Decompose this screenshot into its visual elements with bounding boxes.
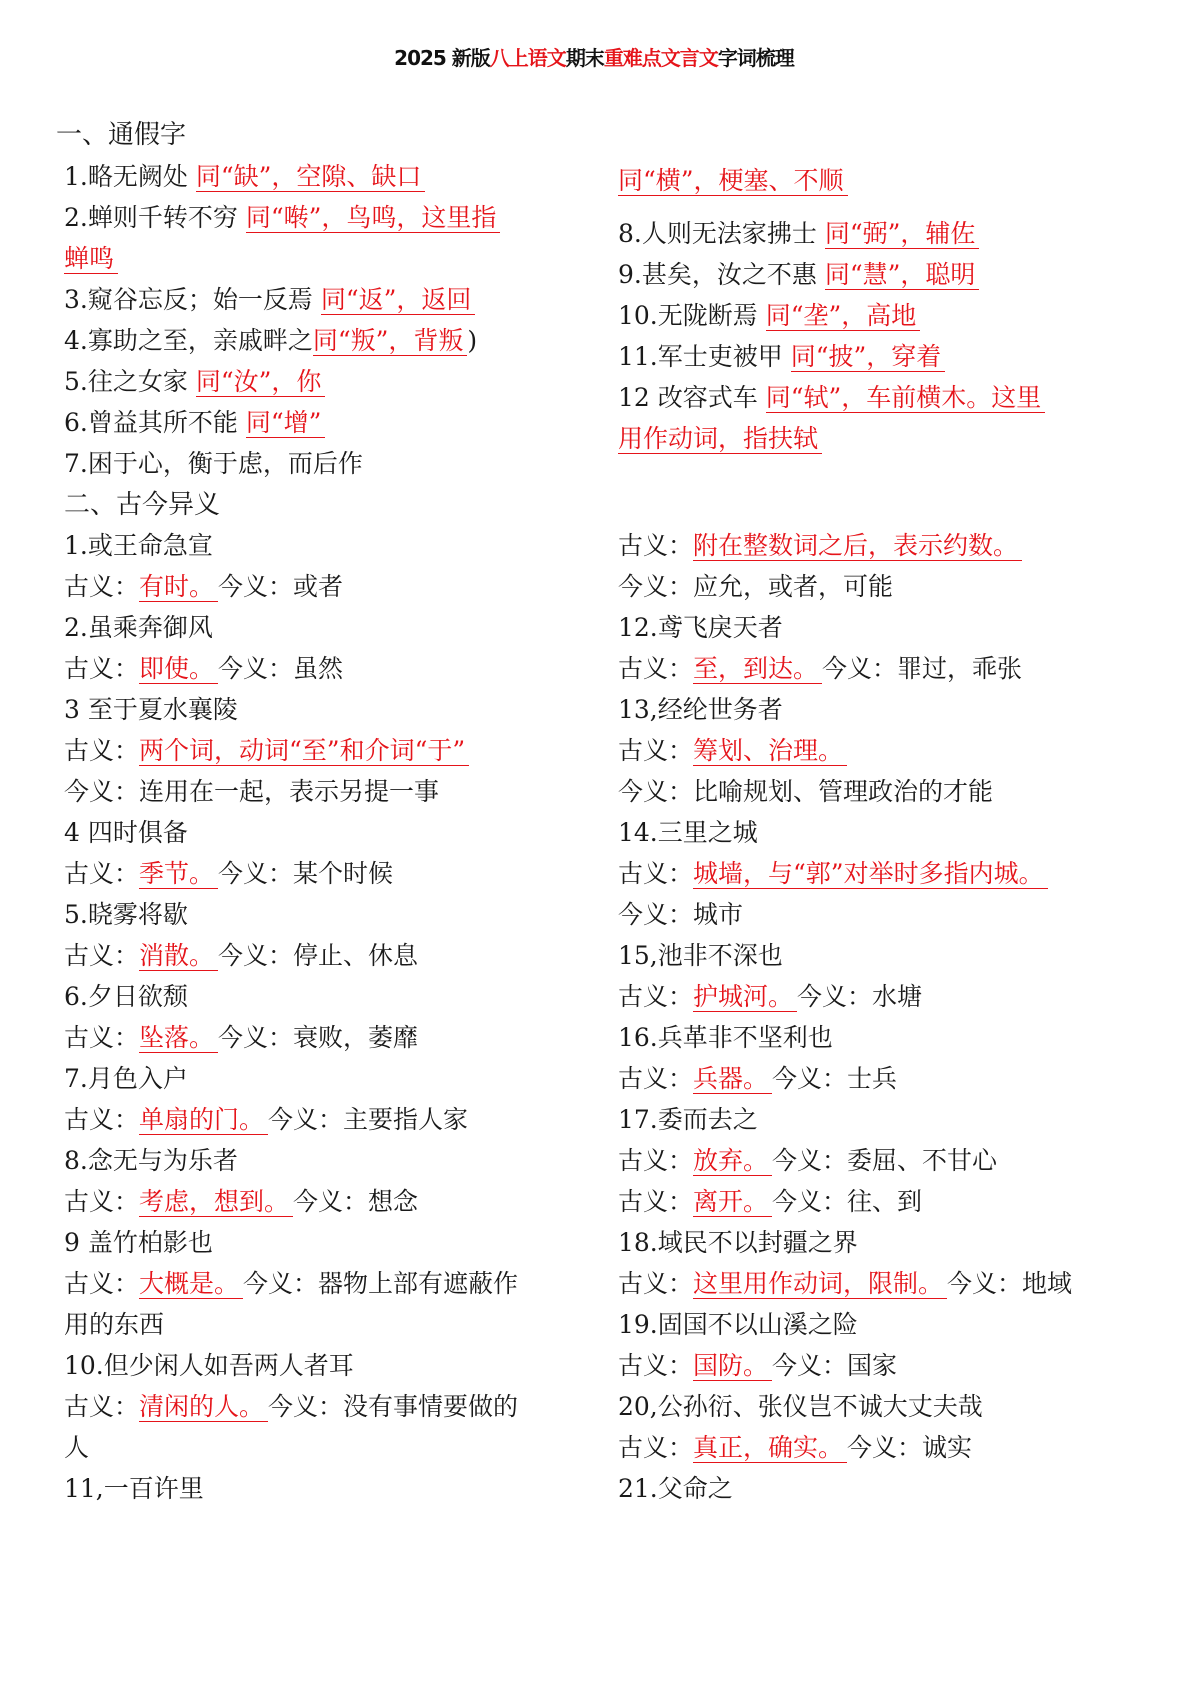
gujin-meaning-modern: 今义：应允，或者，可能 — [618, 572, 894, 601]
tongjia-item-cont: 同“横”，梗塞、不顺 — [618, 164, 848, 198]
gujin-meaning: 古义：两个词，动词“至”和介词“于” — [64, 734, 469, 768]
gujin-meaning: 古义：坠落。 今义：衰败，萎靡 — [64, 1023, 419, 1052]
gujin-question: 5.晓雾将歇 — [64, 900, 188, 929]
gujin-meaning: 古义：附在整数词之后，表示约数。 — [618, 529, 1022, 563]
tongjia-item: 6.曾益其所不能 同“增” — [64, 406, 325, 440]
tongjia-item: 10.无陇断焉 同“垄”，高地 — [618, 299, 920, 333]
gujin-meaning: 古义：筹划、治理。 — [618, 734, 847, 768]
gujin-meaning: 古义：放弃。 今义：委屈、不甘心 — [618, 1146, 998, 1175]
gujin-question: 10.但少闲人如吾两人者耳 — [64, 1351, 354, 1380]
gujin-question: 18.域民不以封疆之界 — [618, 1228, 858, 1257]
gujin-meaning: 古义：兵器。 今义：士兵 — [618, 1064, 898, 1093]
tongjia-item: 1.略无阙处 同“缺”，空隙、缺口 — [64, 160, 425, 194]
gujin-meaning: 古义：有时。 今义：或者 — [64, 572, 344, 601]
gujin-question: 21.父命之 — [618, 1474, 733, 1503]
gujin-question: 11,一百许里 — [64, 1474, 204, 1503]
gujin-question: 1.或王命急宣 — [64, 531, 213, 560]
gujin-meaning-cont: 用的东西 — [64, 1310, 165, 1339]
tongjia-item-cont: 用作动词，指扶轼 — [618, 422, 822, 456]
gujin-question: 14.三里之城 — [618, 818, 758, 847]
title-part-topic: 字词梳理 — [717, 46, 794, 70]
gujin-meaning: 古义：城墙，与“郭”对举时多指内城。 — [618, 857, 1048, 891]
tongjia-item: 4.寡助之至，亲戚畔之同“叛”，背叛 ) — [64, 326, 478, 355]
gujin-meaning-cont: 人 — [64, 1433, 90, 1462]
gujin-question: 13,经纶世务者 — [618, 695, 783, 724]
gujin-question: 9 盖竹柏影也 — [64, 1228, 213, 1257]
gujin-meaning: 古义：护城河。 今义：水塘 — [618, 982, 923, 1011]
gujin-meaning: 古义：季节。 今义：某个时候 — [64, 859, 394, 888]
gujin-meaning: 古义：单扇的门。 今义：主要指人家 — [64, 1105, 469, 1134]
gujin-question: 16.兵革非不坚利也 — [618, 1023, 833, 1052]
gujin-question: 12.鸢飞戾天者 — [618, 613, 783, 642]
tongjia-item: 12 改容式车 同“轼”，车前横木。这里 — [618, 381, 1045, 415]
gujin-question: 2.虽乘奔御风 — [64, 613, 213, 642]
section-heading-gujinyiyi: 二、古今异义 — [64, 490, 221, 520]
tongjia-item: 11.军士吏被甲 同“披”，穿着 — [618, 340, 945, 374]
gujin-question: 7.月色入户 — [64, 1064, 188, 1093]
gujin-meaning-modern: 今义：比喻规划、管理政治的才能 — [618, 777, 994, 806]
gujin-question: 19.固国不以山溪之险 — [618, 1310, 858, 1339]
page-title — [0, 42, 1188, 71]
gujin-meaning: 古义：即使。 今义：虽然 — [64, 654, 344, 683]
tongjia-item: 3.窥谷忘反；始一反焉 同“返”，返回 — [64, 283, 475, 317]
tongjia-item: 8.人则无法家拂士 同“弼”，辅佐 — [618, 217, 979, 251]
title-part-focus: 重难点文言文 — [603, 46, 718, 70]
title-part-term: 期末 — [565, 46, 604, 70]
tongjia-item-cont: 蝉鸣 — [64, 242, 118, 276]
tongjia-item: 2.蝉则千转不穷 同“啭”，鸟鸣，这里指 — [64, 201, 500, 235]
gujin-question: 6.夕日欲颓 — [64, 982, 188, 1011]
tongjia-item: 7.困于心，衡于虑，而后作 — [64, 449, 363, 478]
gujin-question: 8.念无与为乐者 — [64, 1146, 238, 1175]
gujin-meaning: 古义：大概是。 今义：器物上部有遮蔽作 — [64, 1269, 519, 1298]
title-part-grade: 八上语文 — [489, 46, 566, 70]
gujin-meaning: 古义：考虑，想到。 今义：想念 — [64, 1187, 419, 1216]
gujin-question: 15,池非不深也 — [618, 941, 783, 970]
section-heading-tongjiazi: 一、通假字 — [56, 120, 187, 150]
gujin-meaning: 古义：这里用作动词，限制。 今义：地域 — [618, 1269, 1073, 1298]
gujin-meaning: 古义：清闲的人。 今义：没有事情要做的 — [64, 1392, 519, 1421]
gujin-meaning: 古义：至，到达。 今义：罪过，乖张 — [618, 654, 1023, 683]
gujin-meaning-modern: 今义：城市 — [618, 900, 744, 929]
gujin-question: 3 至于夏水襄陵 — [64, 695, 238, 724]
title-part-year: 2025 新版 — [394, 46, 490, 70]
gujin-question: 4 四时俱备 — [64, 818, 188, 847]
gujin-meaning: 古义：真正，确实。 今义：诚实 — [618, 1433, 973, 1462]
tongjia-item: 5.往之女家 同“汝”，你 — [64, 365, 325, 399]
gujin-question: 17.委而去之 — [618, 1105, 758, 1134]
gujin-meaning-modern: 今义：连用在一起，表示另提一事 — [64, 777, 440, 806]
tongjia-item: 9.甚矣，汝之不惠 同“慧”，聪明 — [618, 258, 979, 292]
gujin-meaning: 古义：国防。 今义：国家 — [618, 1351, 898, 1380]
gujin-meaning: 古义：消散。 今义：停止、休息 — [64, 941, 419, 970]
gujin-meaning: 古义：离开。 今义：往、到 — [618, 1187, 923, 1216]
gujin-question: 20,公孙衍、张仪岂不诚大丈夫哉 — [618, 1392, 983, 1421]
